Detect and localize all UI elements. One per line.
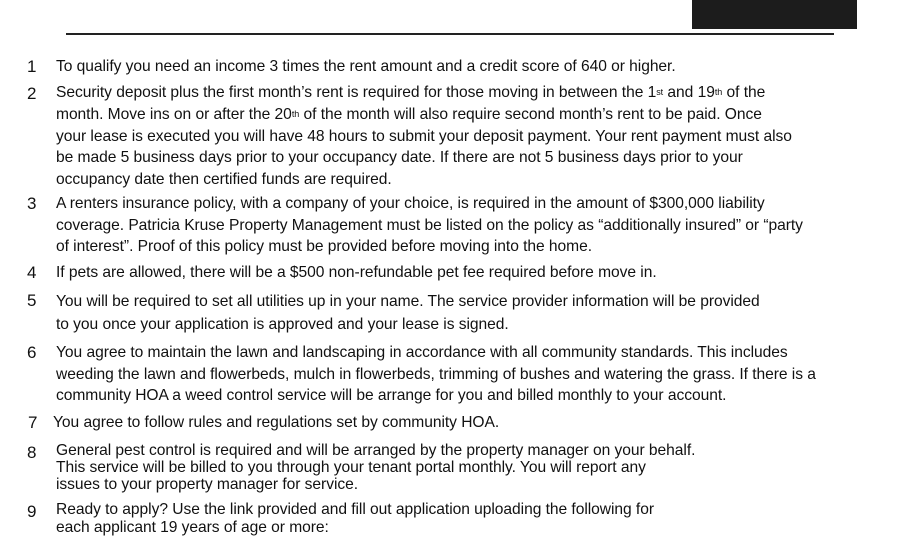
text-line: be made 5 business days prior to your occupancy date. If there are not 5 business days prior to your (56, 149, 743, 167)
item-text (56, 342, 892, 407)
item-text (56, 56, 892, 78)
text-line: of interest”. Proof of this policy must be provided before moving into the home. (56, 238, 592, 256)
text-line: to you once your application is approved and your lease is signed. (56, 316, 509, 333)
item-number: 4 (27, 263, 37, 282)
text-segment: of the (722, 84, 766, 101)
item-text (56, 290, 892, 336)
text-line: A renters insurance policy, with a company of your choice, is required in the amount of $300,000 liability (56, 195, 765, 212)
text-segment: of the month will also require second month’s rent to be paid. Once (299, 105, 762, 123)
text-line: You agree to maintain the lawn and landscaping in accordance with all community standards. This includes (56, 344, 788, 361)
text-line: If pets are allowed, there will be a $500 non-refundable pet fee required before move in. (56, 264, 657, 281)
item-text (56, 82, 892, 191)
text-line: You agree to follow rules and regulations set by community HOA. (53, 414, 500, 431)
item-text (53, 412, 889, 434)
text-line (56, 82, 892, 104)
item-text (56, 501, 892, 537)
superscript: th (714, 87, 723, 97)
header-black-box (692, 0, 857, 29)
text-segment: month. Move ins on or after the 20 (56, 105, 292, 123)
text-line: community HOA a weed control service will be arrange for you and billed monthly to your account. (56, 387, 727, 405)
text-line: General pest control is required and will be arranged by the property manager on your behalf. (56, 442, 696, 459)
text-line: weeding the lawn and flowerbeds, mulch in flowerbeds, trimming of bushes and watering the grass. If there is a (56, 365, 816, 383)
item-number: 7 (28, 413, 38, 432)
item-text (56, 442, 892, 493)
text-line: each applicant 19 years of age or more: (56, 519, 329, 536)
text-line (56, 104, 892, 126)
text-line: To qualify you need an income 3 times the rent amount and a credit score of 640 or higher. (56, 58, 676, 75)
text-line: You will be required to set all utilities up in your name. The service provider information will be provided (56, 293, 760, 310)
text-segment: Security deposit plus the first month’s rent is required for those moving in between the 1 (56, 84, 657, 101)
item-text (56, 193, 892, 258)
item-number: 8 (27, 443, 37, 462)
superscript: st (656, 87, 664, 97)
item-number: 6 (27, 343, 37, 362)
item-number: 2 (27, 84, 37, 103)
item-number: 1 (27, 57, 37, 76)
text-line: Ready to apply? Use the link provided and fill out application uploading the following for (56, 501, 654, 518)
text-line: issues to your property manager for service. (56, 476, 359, 493)
superscript: th (291, 108, 300, 119)
item-number: 9 (27, 502, 37, 521)
text-line: This service will be billed to you through your tenant portal monthly. You will report any (56, 459, 646, 476)
header-rule (66, 33, 834, 35)
item-number: 5 (27, 291, 37, 310)
text-segment: and 19 (663, 84, 715, 101)
item-text (56, 262, 892, 284)
text-line: coverage. Patricia Kruse Property Management must be listed on the policy as “additionally insured” or “party (56, 216, 803, 234)
item-number: 3 (27, 194, 37, 213)
text-line: occupancy date then certified funds are required. (56, 171, 392, 189)
text-line: your lease is executed you will have 48 hours to submit your deposit payment. Your rent payment must also (56, 127, 792, 145)
